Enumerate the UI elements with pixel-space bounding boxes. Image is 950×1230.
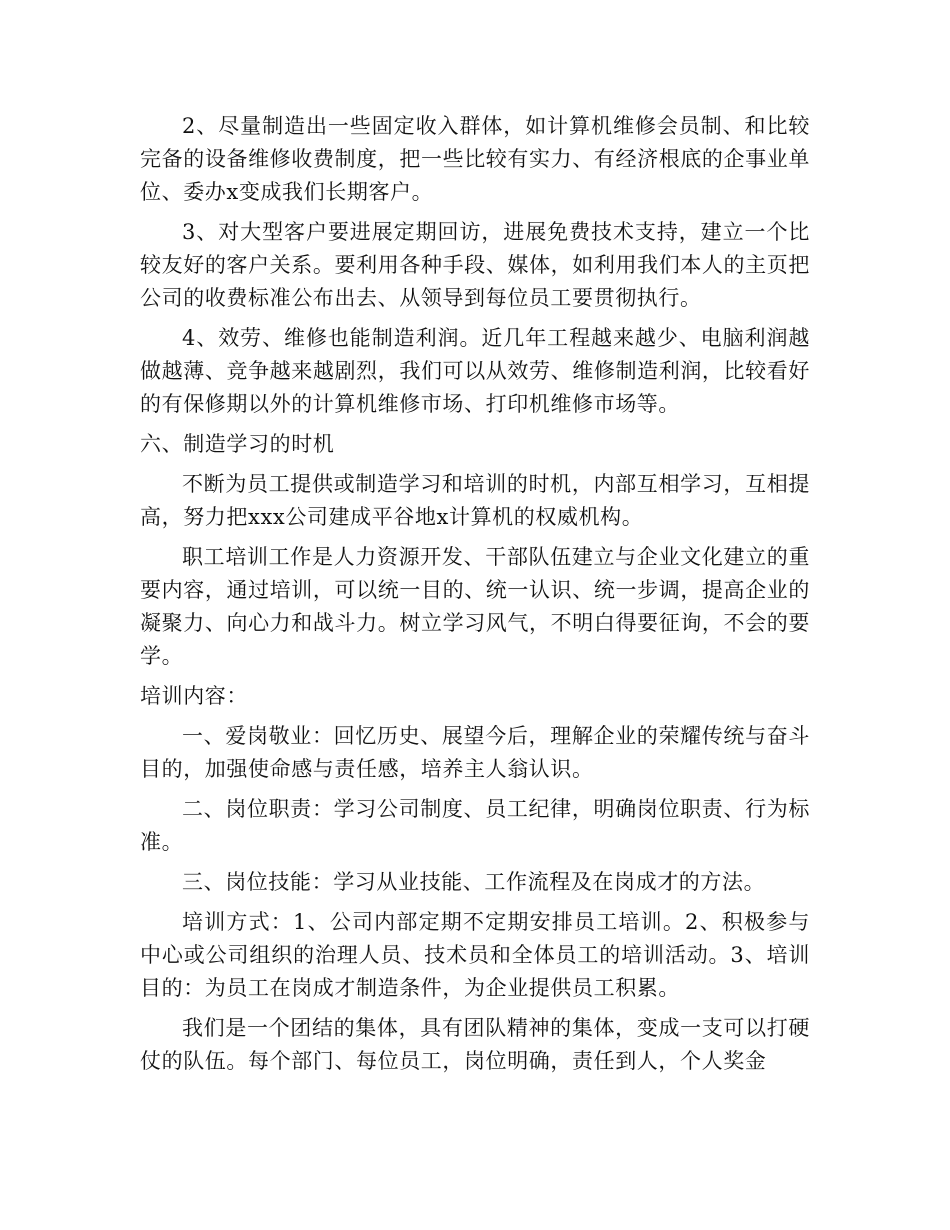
paragraph-job-skills: 三、岗位技能：学习从业技能、工作流程及在岗成才的方法。 (182, 870, 766, 894)
paragraph-service-profit: 4、效劳、维修也能制造利润。近几年工程越来越少、电脑利润越做越薄、竞争越来越剧烈，我们可以从效劳、维修制造利润，比较看好的有保修期以外的计算机维修市场、打印机维修市场等。 (140, 326, 810, 416)
paragraph-learning-opportunities: 不断为员工提供或制造学习和培训的时机，内部互相学习，互相提高，努力把xxx公司建成平谷地x计算机的权威机构。 (140, 472, 810, 529)
training-content-label: 培训内容： (140, 684, 248, 708)
paragraph-fixed-income-clients: 2、尽量制造出一些固定收入群体，如计算机维修会员制、和比较完备的设备维修收费制度，把一些比较有实力、有经济根底的企事业单位、委办x变成我们长期客户。 (140, 114, 810, 204)
paragraph-team-spirit: 我们是一个团结的集体，具有团队精神的集体，变成一支可以打硬仗的队伍。每个部门、每位员工，岗位明确，责任到人，个人奖金 (140, 1016, 810, 1073)
paragraph-major-client-visits: 3、对大型客户要进展定期回访，进展免费技术支持，建立一个比较友好的客户关系。要利用各种手段、媒体，如利用我们本人的主页把公司的收费标准公布出去、从领导到每位员工要贯彻执行。 (140, 220, 810, 310)
section-heading-learning: 六、制造学习的时机 (140, 432, 335, 456)
document-body (140, 110, 810, 1085)
paragraph-staff-training: 职工培训工作是人力资源开发、干部队伍建立与企业文化建立的重要内容，通过培训，可以统一目的、统一认识、统一步调，提高企业的凝聚力、向心力和战斗力。树立学习风气，不明白得要征询，不会的要学。 (140, 545, 810, 668)
paragraph-dedication: 一、爱岗敬业：回忆历史、展望今后，理解企业的荣耀传统与奋斗目的，加强使命感与责任感，培养主人翁认识。 (140, 724, 810, 781)
paragraph-job-duties: 二、岗位职责：学习公司制度、员工纪律，明确岗位职责、行为标准。 (140, 797, 810, 854)
paragraph-training-methods: 培训方式：1、公司内部定期不定期安排员工培训。2、积极参与中心或公司组织的治理人员、技术员和全体员工的培训活动。3、培训目的：为员工在岗成才制造条件，为企业提供员工积累。 (140, 910, 810, 1000)
